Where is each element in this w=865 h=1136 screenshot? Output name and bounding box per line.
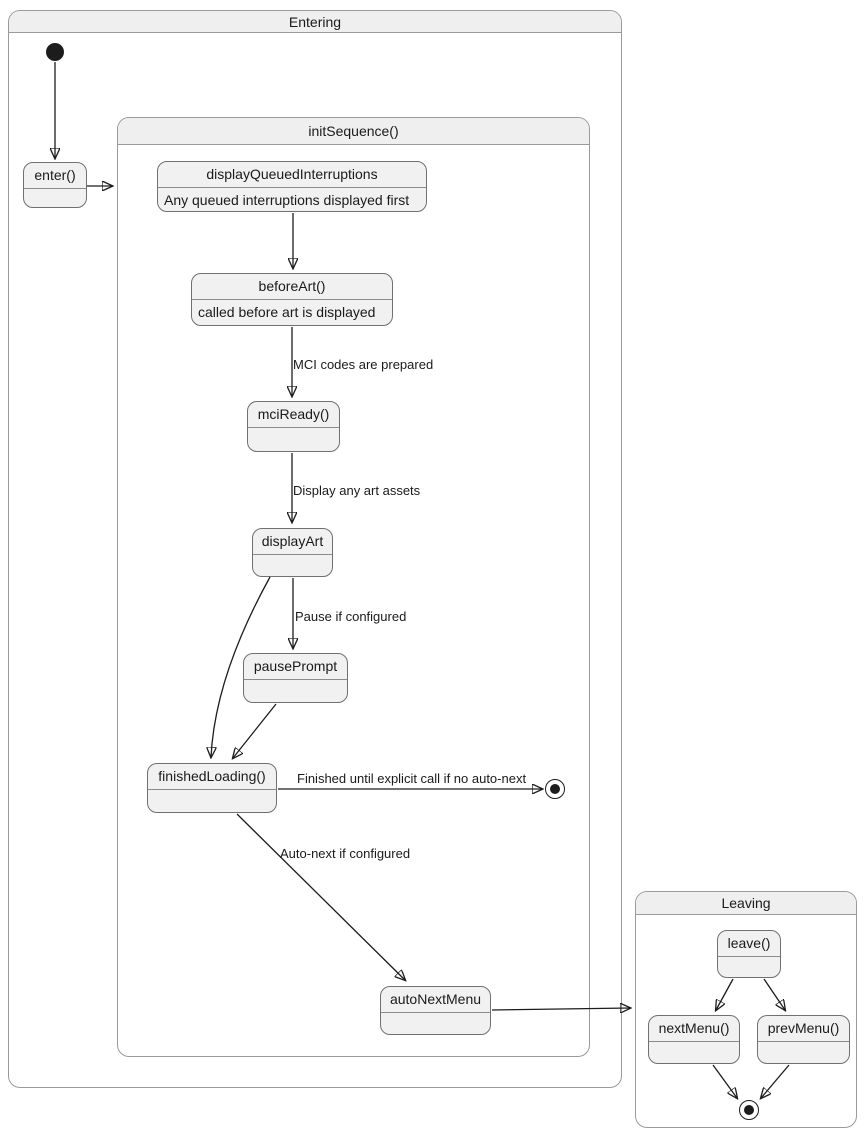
state-auto-next-menu-title: autoNextMenu (381, 987, 490, 1013)
state-finished-loading-body (148, 790, 276, 813)
final-state-node-entering (545, 779, 565, 799)
container-init-sequence-title (118, 118, 589, 145)
final-state-node-leaving (739, 1100, 759, 1120)
state-display-queued-interruptions-title: displayQueuedInterruptions (158, 162, 426, 188)
edge-label-pause: Pause if configured (295, 609, 407, 624)
initial-state-node (46, 43, 64, 61)
container-entering-label: Entering (288, 13, 342, 30)
edge-label-auto-next: Auto-next if configured (280, 846, 411, 861)
state-leave-body (718, 957, 780, 978)
state-mci-ready (247, 401, 340, 452)
state-before-art (191, 273, 393, 326)
edge-label-finished: Finished until explicit call if no auto-next (297, 771, 527, 786)
edge-label-display-assets: Display any art assets (293, 483, 421, 498)
final-state-dot (550, 784, 560, 794)
container-init-sequence-label: initSequence() (308, 123, 399, 139)
state-prev-menu (757, 1015, 850, 1064)
state-pause-prompt-title: pausePrompt (244, 654, 347, 680)
state-before-art-title: beforeArt() (192, 274, 392, 300)
state-enter-body (24, 189, 86, 208)
state-display-art-body (253, 555, 332, 577)
state-enter (23, 162, 87, 208)
state-pause-prompt (243, 653, 348, 703)
state-mci-ready-title: mciReady() (248, 402, 339, 428)
state-next-menu-title: nextMenu() (649, 1016, 739, 1042)
container-leaving (635, 891, 857, 1128)
state-finished-loading (147, 763, 277, 813)
state-pause-prompt-body (244, 680, 347, 703)
state-mci-ready-body (248, 428, 339, 451)
state-prev-menu-title: prevMenu() (758, 1016, 849, 1042)
state-display-art-title: displayArt (253, 529, 332, 555)
state-enter-title: enter() (24, 163, 86, 189)
container-leaving-title (636, 892, 856, 915)
final-state-dot (744, 1105, 754, 1115)
state-leave-title: leave() (718, 931, 780, 957)
state-next-menu (648, 1015, 740, 1064)
state-prev-menu-body (758, 1042, 849, 1064)
edge-label-mci-codes: MCI codes are prepared (293, 357, 434, 372)
state-display-art (252, 528, 333, 577)
container-leaving-label: Leaving (721, 895, 771, 911)
state-display-queued-interruptions-body: Any queued interruptions displayed first (164, 192, 410, 208)
container-init-sequence (117, 117, 590, 1057)
state-finished-loading-title: finishedLoading() (148, 764, 276, 790)
state-next-menu-body (649, 1042, 739, 1064)
state-before-art-body: called before art is displayed (198, 304, 376, 320)
state-leave (717, 930, 781, 978)
state-auto-next-menu (380, 986, 491, 1035)
container-entering-title (9, 11, 621, 33)
state-display-queued-interruptions (157, 161, 427, 212)
state-auto-next-menu-body (381, 1013, 490, 1035)
